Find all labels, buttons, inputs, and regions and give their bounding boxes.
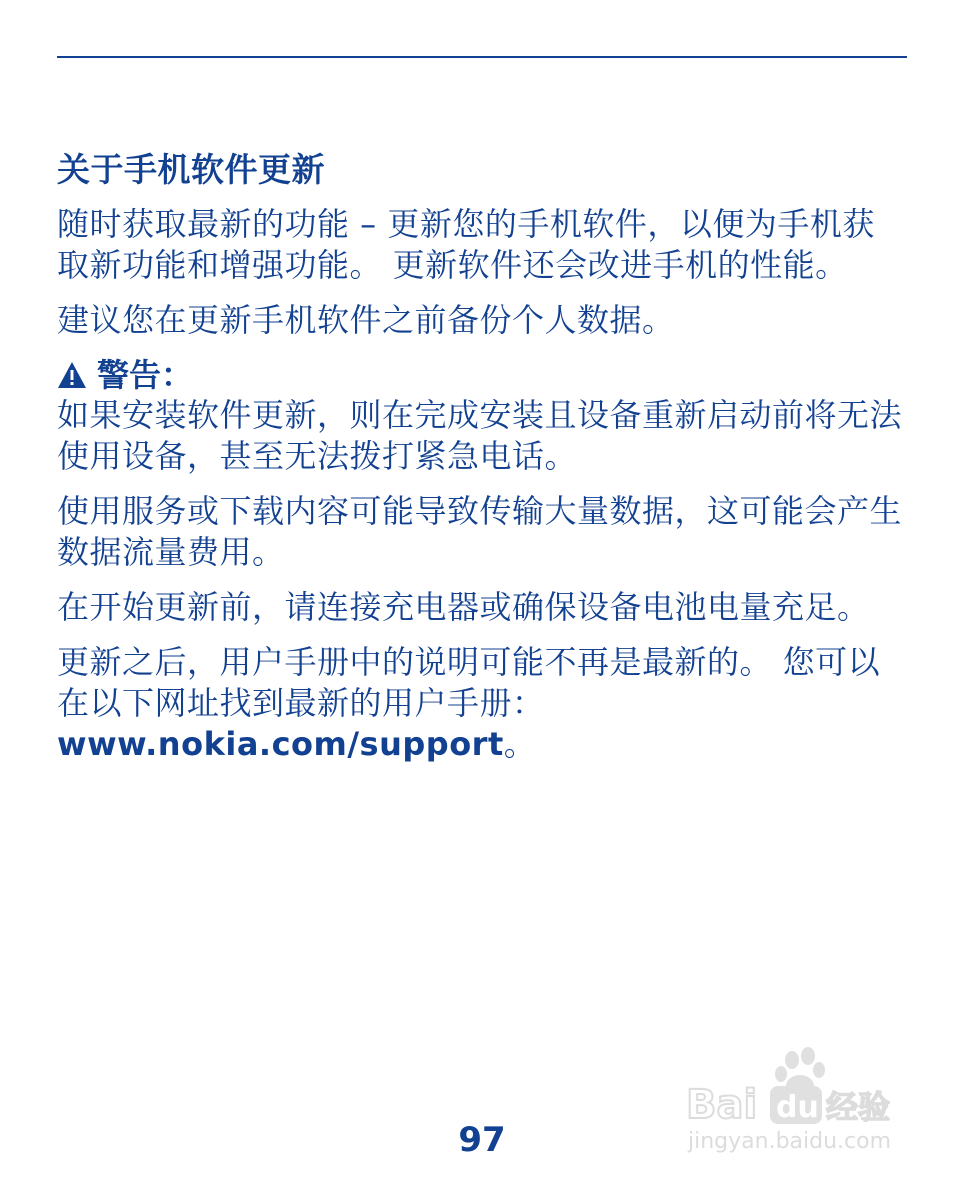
svg-text:经验: 经验 <box>826 1088 891 1126</box>
paragraph-intro: 随时获取最新的功能 – 更新您的手机软件，以便为手机获取新功能和增强功能。 更新软件还会改进手机的性能。 <box>57 205 875 284</box>
manual-text-end: 。 <box>503 725 537 763</box>
warning-text: 如果安装软件更新，则在完成安装且设备重新启动前将无法使用设备，甚至无法拨打紧急电话。 <box>57 396 903 475</box>
top-divider <box>57 56 907 58</box>
page-number: 97 <box>458 1120 506 1160</box>
paragraph-backup: 建议您在更新手机软件之前备份个人数据。 <box>57 301 675 339</box>
page-content <box>57 148 907 779</box>
svg-text:du: du <box>776 1090 819 1125</box>
warning-heading <box>57 355 907 395</box>
manual-text: 更新之后，用户手册中的说明可能不再是最新的。 您可以在以下网址找到最新的用户手册： <box>57 643 881 722</box>
section-title: 关于手机软件更新 <box>57 150 325 189</box>
paragraph-data-charges: 使用服务或下载内容可能导致传输大量数据，这可能会产生数据流量费用。 <box>57 492 903 571</box>
paragraph-manual <box>57 642 907 765</box>
svg-text:Bai: Bai <box>686 1082 758 1128</box>
paragraph-charger: 在开始更新前，请连接充电器或确保设备电池电量充足。 <box>57 588 870 626</box>
support-link[interactable]: www.nokia.com/support <box>57 725 504 763</box>
baidu-jingyan-watermark <box>684 1046 914 1156</box>
warning-triangle-icon <box>57 361 87 389</box>
svg-text:jingyan.baidu.com: jingyan.baidu.com <box>688 1129 892 1154</box>
warning-label: 警告： <box>97 356 194 394</box>
